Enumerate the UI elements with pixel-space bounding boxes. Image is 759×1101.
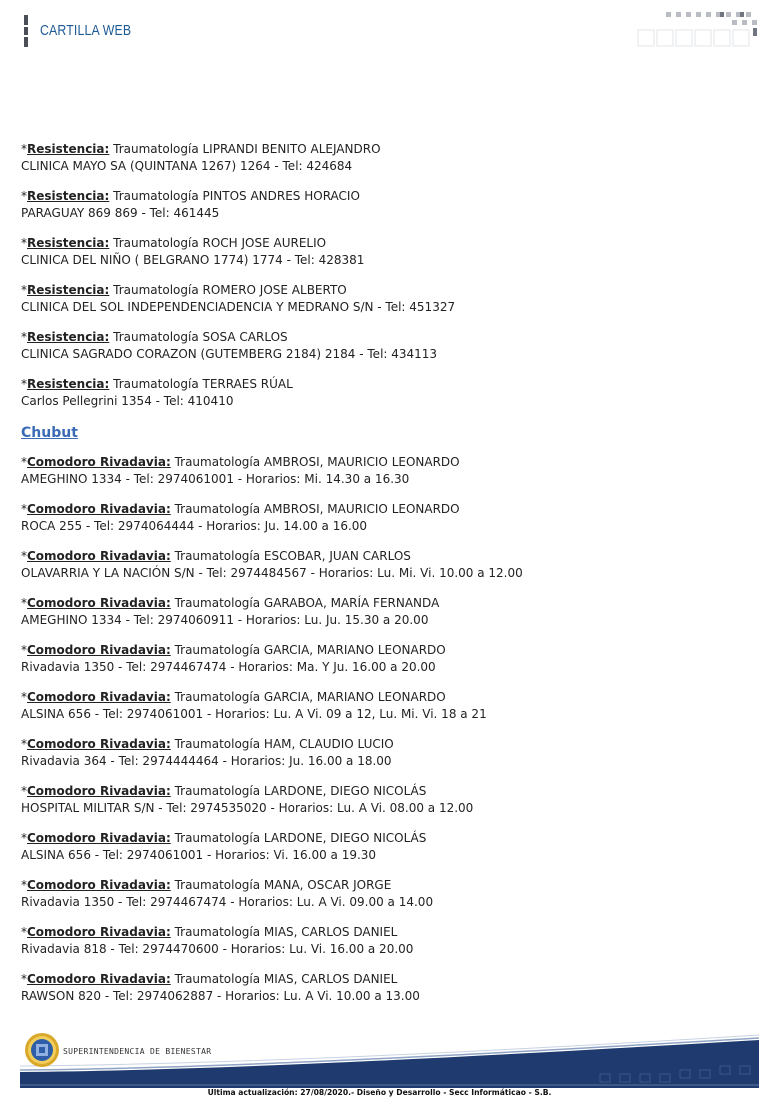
entry-heading (21, 454, 741, 471)
organization-name: SUPERINTENDENCIA DE BIENESTAR (63, 1047, 212, 1056)
entry-address: PARAGUAY 869 869 - Tel: 461445 (21, 206, 220, 220)
entry-location[interactable]: Resistencia: (27, 142, 110, 156)
entry-prefix: * (21, 455, 27, 469)
entry-heading (21, 329, 741, 346)
entry-prefix: * (21, 596, 27, 610)
entry-location[interactable]: Resistencia: (27, 283, 110, 297)
entry-location[interactable]: Comodoro Rivadavia: (27, 784, 171, 798)
list-item (21, 329, 741, 363)
entry-prefix: * (21, 784, 27, 798)
entry-prefix: * (21, 690, 27, 704)
entry-address: CLINICA DEL SOL INDEPENDENCIADENCIA Y MEDRANO S/N - Tel: 451327 (21, 300, 456, 314)
list-item (21, 830, 741, 864)
entry-heading (21, 877, 741, 894)
entry-address: CLINICA SAGRADO CORAZON (GUTEMBERG 2184) 2184 - Tel: 434113 (21, 347, 438, 361)
entry-address: AMEGHINO 1334 - Tel: 2974060911 - Horarios: Lu. Ju. 15.30 a 20.00 (21, 613, 429, 627)
entry-specialty: Traumatología ROMERO JOSE ALBERTO (109, 283, 347, 297)
entry-address: Rivadavia 364 - Tel: 2974444464 - Horarios: Ju. 16.00 a 18.00 (21, 754, 392, 768)
entry-address: AMEGHINO 1334 - Tel: 2974061001 - Horarios: Mi. 14.30 a 16.30 (21, 472, 410, 486)
entry-specialty: Traumatología PINTOS ANDRES HORACIO (109, 189, 360, 203)
list-item (21, 736, 741, 770)
entry-heading (21, 548, 741, 565)
decorative-squares-icon (636, 10, 759, 50)
entry-prefix: * (21, 377, 27, 391)
entry-prefix: * (21, 878, 27, 892)
entry-specialty: Traumatología TERRAES RÚAL (109, 377, 293, 391)
entry-heading (21, 282, 741, 299)
list-item (21, 454, 741, 488)
entry-address: CLINICA DEL NIÑO ( BELGRANO 1774) 1774 - Tel: 428381 (21, 253, 365, 267)
entry-specialty: Traumatología MIAS, CARLOS DANIEL (170, 972, 398, 986)
page-footer (0, 1026, 759, 1101)
entry-location[interactable]: Resistencia: (27, 377, 110, 391)
entry-address: HOSPITAL MILITAR S/N - Tel: 2974535020 - Horarios: Lu. A Vi. 08.00 a 12.00 (21, 801, 474, 815)
entry-specialty: Traumatología AMBROSI, MAURICIO LEONARDO (170, 455, 460, 469)
entry-prefix: * (21, 831, 27, 845)
entry-location[interactable]: Comodoro Rivadavia: (27, 596, 171, 610)
list-item (21, 501, 741, 535)
entry-location[interactable]: Resistencia: (27, 189, 110, 203)
entry-prefix: * (21, 142, 27, 156)
entry-heading (21, 235, 741, 252)
list-item (21, 141, 741, 175)
list-item (21, 188, 741, 222)
entry-prefix: * (21, 737, 27, 751)
section-title[interactable]: Chubut (21, 425, 78, 441)
entry-prefix: * (21, 643, 27, 657)
entry-heading (21, 830, 741, 847)
entry-heading (21, 188, 741, 205)
entry-specialty: Traumatología MANA, OSCAR JORGE (170, 878, 392, 892)
entry-address: RAWSON 820 - Tel: 2974062887 - Horarios: Lu. A Vi. 10.00 a 13.00 (21, 989, 420, 1003)
entry-heading (21, 595, 741, 612)
footer-banner (0, 1026, 759, 1088)
entry-address: ROCA 255 - Tel: 2974064444 - Horarios: Ju. 14.00 a 16.00 (21, 519, 368, 533)
entry-address: Rivadavia 1350 - Tel: 2974467474 - Horarios: Ma. Y Ju. 16.00 a 20.00 (21, 660, 436, 674)
entry-heading (21, 924, 741, 941)
directory-listing (21, 141, 741, 1018)
entry-specialty: Traumatología LIPRANDI BENITO ALEJANDRO (109, 142, 381, 156)
entry-specialty: Traumatología GARCIA, MARIANO LEONARDO (170, 690, 446, 704)
entry-heading (21, 689, 741, 706)
entry-specialty: Traumatología ESCOBAR, JUAN CARLOS (170, 549, 411, 563)
entry-location[interactable]: Comodoro Rivadavia: (27, 878, 171, 892)
entry-prefix: * (21, 549, 27, 563)
list-item (21, 971, 741, 1005)
entry-specialty: Traumatología ROCH JOSE AURELIO (109, 236, 327, 250)
entry-location[interactable]: Comodoro Rivadavia: (27, 643, 171, 657)
entry-address: ALSINA 656 - Tel: 2974061001 - Horarios: Lu. A Vi. 09 a 12, Lu. Mi. Vi. 18 a 21 (21, 707, 487, 721)
entry-specialty: Traumatología LARDONE, DIEGO NICOLÁS (170, 831, 427, 845)
entry-heading (21, 501, 741, 518)
entry-heading (21, 642, 741, 659)
page-header (0, 0, 759, 60)
seal-icon (24, 1032, 60, 1068)
entry-specialty: Traumatología AMBROSI, MAURICIO LEONARDO (170, 502, 460, 516)
entry-address: ALSINA 656 - Tel: 2974061001 - Horarios: Vi. 16.00 a 19.30 (21, 848, 377, 862)
entry-prefix: * (21, 502, 27, 516)
list-item (21, 235, 741, 269)
entry-address: Rivadavia 1350 - Tel: 2974467474 - Horarios: Lu. A Vi. 09.00 a 14.00 (21, 895, 434, 909)
entry-heading (21, 783, 741, 800)
entry-prefix: * (21, 925, 27, 939)
entry-specialty: Traumatología LARDONE, DIEGO NICOLÁS (170, 784, 427, 798)
entry-heading (21, 736, 741, 753)
entry-location[interactable]: Comodoro Rivadavia: (27, 925, 171, 939)
entry-location[interactable]: Comodoro Rivadavia: (27, 455, 171, 469)
entry-location[interactable]: Comodoro Rivadavia: (27, 831, 171, 845)
entry-location[interactable]: Resistencia: (27, 330, 110, 344)
entry-location[interactable]: Comodoro Rivadavia: (27, 549, 171, 563)
footer-note: Ultima actualización: 27/08/2020.- Diseño y Desarrollo - Secc Informáticao - S.B. (207, 1088, 552, 1097)
entry-heading (21, 141, 741, 158)
list-item (21, 548, 741, 582)
entry-specialty: Traumatología GARABOA, MARÍA FERNANDA (170, 596, 440, 610)
entry-prefix: * (21, 189, 27, 203)
entry-specialty: Traumatología MIAS, CARLOS DANIEL (170, 925, 398, 939)
list-item (21, 924, 741, 958)
entry-address: OLAVARRIA Y LA NACIÓN S/N - Tel: 2974484567 - Horarios: Lu. Mi. Vi. 10.00 a 12.00 (21, 566, 523, 580)
entry-specialty: Traumatología GARCIA, MARIANO LEONARDO (170, 643, 446, 657)
list-item (21, 595, 741, 629)
entry-location[interactable]: Comodoro Rivadavia: (27, 972, 171, 986)
entry-specialty: Traumatología HAM, CLAUDIO LUCIO (170, 737, 394, 751)
entry-address: CLINICA MAYO SA (QUINTANA 1267) 1264 - Tel: 424684 (21, 159, 353, 173)
entry-prefix: * (21, 283, 27, 297)
list-item (21, 376, 741, 410)
list-item (21, 282, 741, 316)
list-item (21, 642, 741, 676)
entry-location[interactable]: Resistencia: (27, 236, 110, 250)
entry-location[interactable]: Comodoro Rivadavia: (27, 690, 171, 704)
entry-prefix: * (21, 330, 27, 344)
entry-location[interactable]: Comodoro Rivadavia: (27, 737, 171, 751)
entry-location[interactable]: Comodoro Rivadavia: (27, 502, 171, 516)
entry-prefix: * (21, 236, 27, 250)
list-item (21, 689, 741, 723)
entry-heading (21, 971, 741, 988)
list-item (21, 877, 741, 911)
header-accent-bar (24, 15, 28, 47)
page-title: CARTILLA WEB (40, 22, 132, 39)
entry-specialty: Traumatología SOSA CARLOS (109, 330, 288, 344)
entry-address: Carlos Pellegrini 1354 - Tel: 410410 (21, 394, 234, 408)
entry-heading (21, 376, 741, 393)
entry-prefix: * (21, 972, 27, 986)
entry-address: Rivadavia 818 - Tel: 2974470600 - Horarios: Lu. Vi. 16.00 a 20.00 (21, 942, 414, 956)
list-item (21, 783, 741, 817)
